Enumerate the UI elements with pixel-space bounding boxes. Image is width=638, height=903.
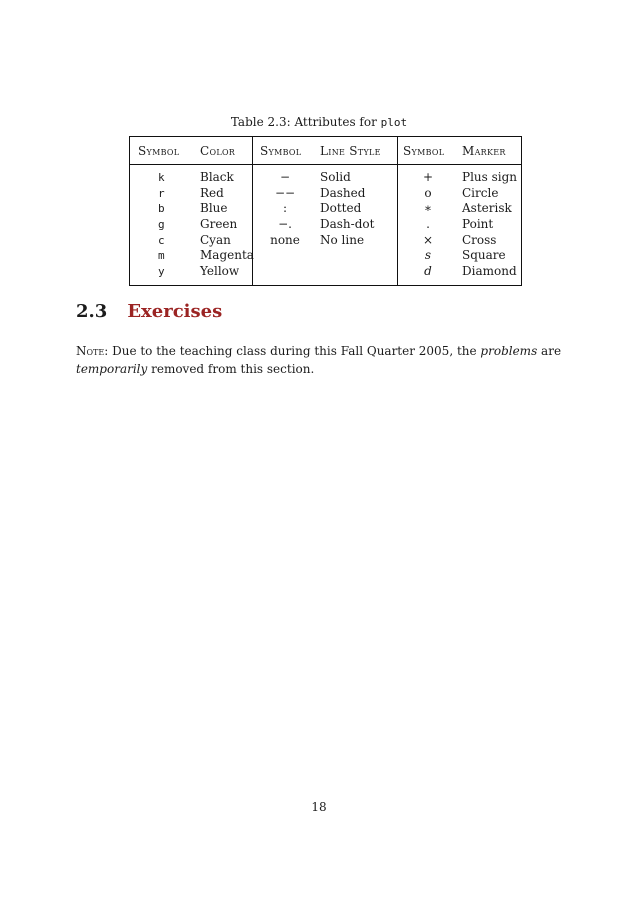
color-name: Blue: [200, 201, 228, 216]
note-emphasis-temporarily: temporarily: [76, 362, 148, 376]
header-symbol-line: Symbol: [260, 144, 302, 158]
table-row: [253, 233, 398, 249]
marker-name: Plus sign: [462, 170, 518, 184]
table-row: [130, 264, 252, 280]
color-symbol: k: [158, 171, 165, 184]
marker-symbol: +: [422, 170, 434, 184]
color-symbol: c: [158, 233, 165, 247]
section-title: Exercises: [127, 301, 223, 322]
line-name: Dash-dot: [320, 217, 375, 232]
line-style-column-group: [252, 137, 398, 285]
color-name: Red: [200, 185, 224, 200]
color-name: Green: [200, 217, 238, 232]
table-row: [130, 217, 252, 233]
table-row: [398, 170, 522, 186]
table-row: [398, 233, 522, 249]
marker-symbol: .: [426, 217, 430, 232]
color-column-group: [130, 137, 252, 285]
marker-name: Square: [462, 248, 506, 263]
table-row: [398, 248, 522, 264]
marker-name: Diamond: [462, 264, 517, 279]
caption-code: plot: [380, 116, 408, 129]
marker-column-group: [397, 137, 522, 285]
note-text-2: are: [537, 344, 562, 358]
marker-name: Point: [462, 217, 494, 232]
marker-symbol: ×: [422, 232, 434, 247]
line-symbol: −.: [278, 217, 292, 232]
table-row: [130, 201, 252, 217]
color-name: Yellow: [200, 264, 240, 279]
line-name: No line: [320, 232, 365, 247]
marker-symbol: ∗: [423, 201, 433, 216]
caption-prefix: Table 2.3: Attributes for: [230, 115, 381, 129]
section-number: 2.3: [76, 301, 108, 322]
line-symbol: none: [270, 232, 300, 247]
marker-symbol: o: [424, 185, 432, 200]
marker-name: Circle: [462, 185, 499, 200]
marker-name: Cross: [462, 232, 497, 247]
line-name: Dashed: [320, 185, 366, 200]
table-row: [398, 217, 522, 233]
note-text-3: removed from this section.: [147, 362, 315, 376]
attributes-table: [129, 136, 522, 286]
table-row: [130, 170, 252, 186]
header-symbol-color: Symbol: [138, 144, 180, 158]
color-symbol: y: [158, 265, 165, 279]
table-row: [130, 186, 252, 202]
table-row: [130, 248, 252, 264]
color-symbol: m: [158, 249, 165, 263]
line-name: Solid: [320, 170, 351, 184]
table-row: [398, 264, 522, 280]
marker-name: Asterisk: [462, 201, 512, 216]
page-number: 18: [311, 800, 327, 814]
note-label: Note:: [76, 344, 109, 358]
line-symbol: −: [279, 170, 291, 184]
table-caption: [0, 114, 638, 131]
color-symbol: r: [158, 186, 165, 200]
table-row: [398, 186, 522, 202]
header-marker: Marker: [462, 144, 506, 158]
marker-symbol: d: [424, 264, 432, 279]
table-row: [253, 217, 398, 233]
color-symbol: g: [158, 218, 165, 232]
table-row: [398, 201, 522, 217]
color-name: Black: [200, 170, 234, 184]
header-color: Color: [200, 144, 236, 158]
line-symbol: :: [282, 201, 288, 216]
table-row: [253, 201, 398, 217]
note-paragraph: [76, 342, 596, 378]
note-emphasis-problems: problems: [480, 344, 538, 358]
table-row: [253, 170, 398, 186]
section-heading: [76, 300, 222, 324]
marker-symbol: s: [424, 248, 432, 263]
color-symbol: b: [158, 202, 165, 216]
note-text-1: Due to the teaching class during this Fall Quarter 2005, the: [108, 344, 481, 358]
line-name: Dotted: [320, 201, 362, 216]
header-line-style: Line Style: [320, 144, 381, 158]
color-name: Magenta: [200, 248, 254, 263]
line-symbol: −−: [274, 185, 296, 200]
table-row: [253, 186, 398, 202]
table-row: [130, 233, 252, 249]
color-name: Cyan: [200, 232, 231, 247]
header-symbol-marker: Symbol: [403, 144, 445, 158]
